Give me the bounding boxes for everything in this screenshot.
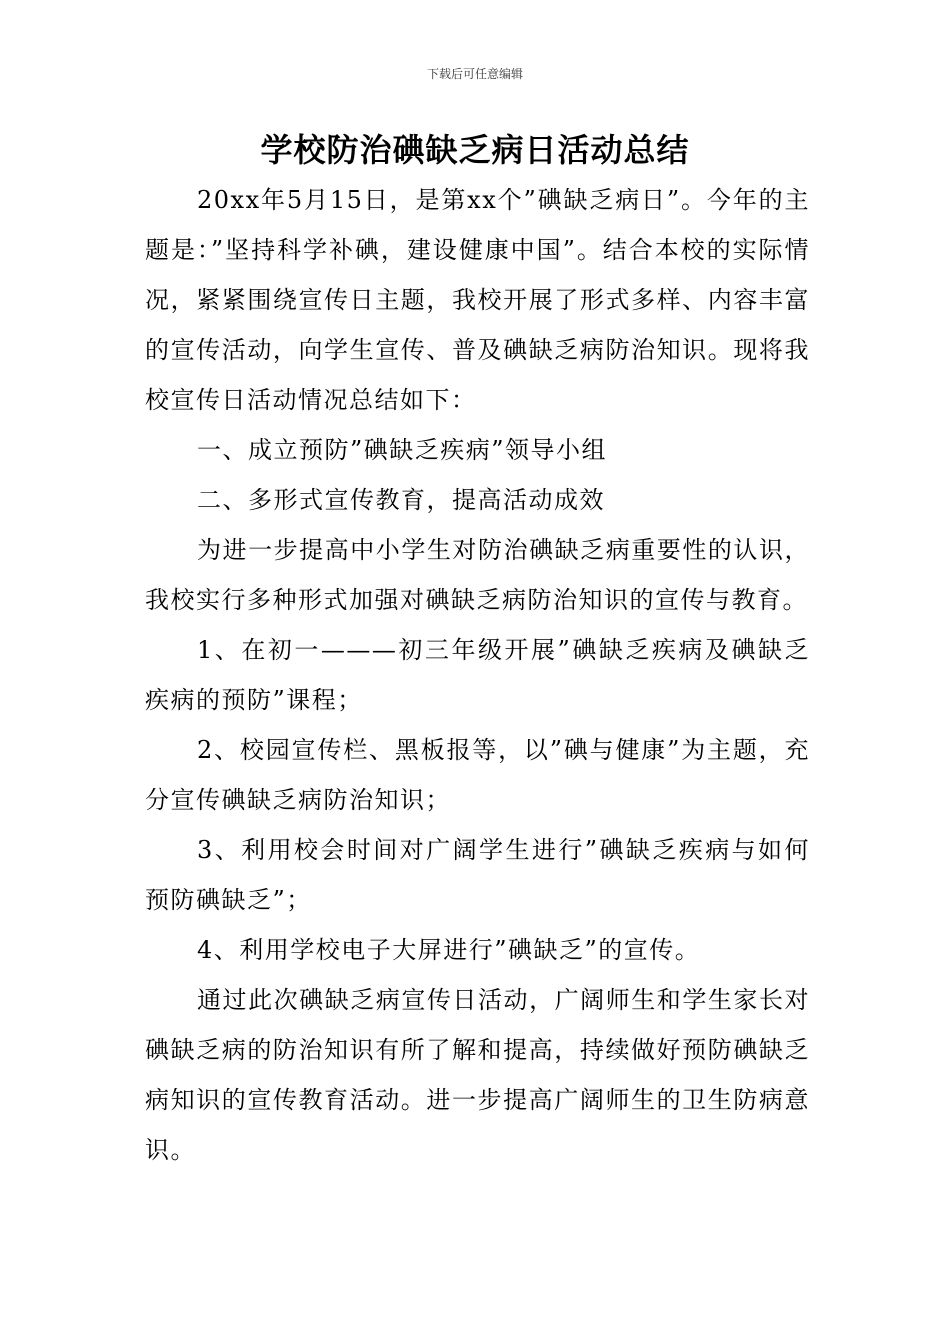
list-item-bulletin-board: 2、校园宣传栏、黑板报等，以”碘与健康”为主题，充分宣传碘缺乏病防治知识； bbox=[145, 736, 810, 814]
list-item-school-assembly: 3、利用校会时间对广阔学生进行”碘缺乏疾病与如何预防碘缺乏”； bbox=[145, 836, 810, 914]
paragraph-education-intro: 为进一步提高中小学生对防治碘缺乏病重要性的认识，我校实行多种形式加强对碘缺乏病防治知识的宣传与教育。 bbox=[145, 536, 810, 614]
document-title: 学校防治碘缺乏病日活动总结 bbox=[260, 131, 690, 169]
page-header-note: 下载后可任意编辑 bbox=[426, 67, 523, 81]
list-item-course: 1、在初一———初三年级开展”碘缺乏疾病及碘缺乏疾病的预防”课程； bbox=[145, 636, 810, 714]
section-heading-education: 二、多形式宣传教育，提高活动成效 bbox=[197, 486, 605, 514]
document-body bbox=[145, 175, 810, 1175]
section-heading-leadership-group: 一、成立预防”碘缺乏疾病”领导小组 bbox=[197, 436, 608, 464]
paragraph-conclusion: 通过此次碘缺乏病宣传日活动，广阔师生和学生家长对碘缺乏病的防治知识有所了解和提高，持续做好预防碘缺乏病知识的宣传教育活动。进一步提高广阔师生的卫生防病意识。 bbox=[145, 986, 810, 1164]
paragraph-intro: 20xx年5月15日，是第xx个”碘缺乏病日”。今年的主题是：”坚持科学补碘，建设健康中国”。结合本校的实际情况，紧紧围绕宣传日主题，我校开展了形式多样、内容丰富的宣传活动，向学生宣传、普及碘缺乏病防治知识。现将我校宣传日活动情况总结如下： bbox=[145, 186, 810, 414]
list-item-electronic-screen: 4、利用学校电子大屏进行”碘缺乏”的宣传。 bbox=[197, 936, 701, 964]
